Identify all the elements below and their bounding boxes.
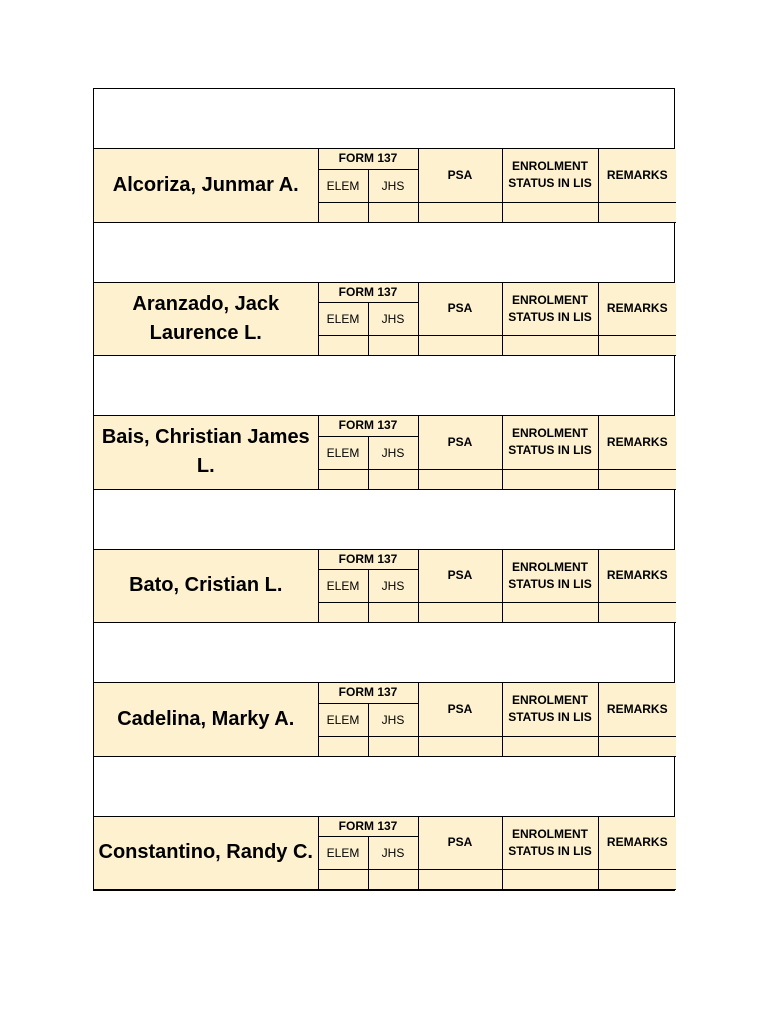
blank-row xyxy=(94,89,674,149)
elem-header: ELEM xyxy=(318,303,368,336)
blank-row xyxy=(94,623,674,683)
jhs-cell[interactable] xyxy=(368,469,418,489)
enrolment-status-header: ENROLMENT STATUS IN LIS xyxy=(502,683,598,736)
jhs-header: JHS xyxy=(368,436,418,469)
elem-cell[interactable] xyxy=(318,603,368,623)
enrolment-status-cell[interactable] xyxy=(502,870,598,890)
form137-header: FORM 137 xyxy=(318,416,418,436)
psa-header: PSA xyxy=(418,683,502,736)
remarks-header: REMARKS xyxy=(598,817,676,870)
blank-row xyxy=(94,757,674,817)
blank-row xyxy=(94,223,674,283)
jhs-cell[interactable] xyxy=(368,336,418,356)
form137-header: FORM 137 xyxy=(318,683,418,703)
remarks-cell[interactable] xyxy=(598,469,676,489)
enrolment-status-header: ENROLMENT STATUS IN LIS xyxy=(502,550,598,603)
student-block xyxy=(94,416,676,490)
student-block xyxy=(94,817,676,891)
remarks-header: REMARKS xyxy=(598,550,676,603)
student-name: Cadelina, Marky A. xyxy=(94,683,318,756)
remarks-cell[interactable] xyxy=(598,202,676,222)
psa-header: PSA xyxy=(418,416,502,469)
remarks-cell[interactable] xyxy=(598,736,676,756)
elem-header: ELEM xyxy=(318,703,368,736)
elem-header: ELEM xyxy=(318,837,368,870)
elem-header: ELEM xyxy=(318,570,368,603)
psa-cell[interactable] xyxy=(418,336,502,356)
jhs-header: JHS xyxy=(368,703,418,736)
psa-cell[interactable] xyxy=(418,736,502,756)
jhs-header: JHS xyxy=(368,303,418,336)
blank-row xyxy=(94,356,674,416)
jhs-cell[interactable] xyxy=(368,202,418,222)
student-block xyxy=(94,283,676,357)
form137-header: FORM 137 xyxy=(318,550,418,570)
enrolment-status-header: ENROLMENT STATUS IN LIS xyxy=(502,283,598,336)
jhs-cell[interactable] xyxy=(368,870,418,890)
psa-header: PSA xyxy=(418,817,502,870)
student-name: Aranzado, Jack Laurence L. xyxy=(94,283,318,356)
jhs-cell[interactable] xyxy=(368,603,418,623)
elem-header: ELEM xyxy=(318,169,368,202)
enrolment-status-cell[interactable] xyxy=(502,336,598,356)
student-requirements-sheet xyxy=(93,88,675,891)
elem-cell[interactable] xyxy=(318,336,368,356)
remarks-header: REMARKS xyxy=(598,683,676,736)
student-block xyxy=(94,550,676,624)
blank-row xyxy=(94,490,674,550)
enrolment-status-cell[interactable] xyxy=(502,202,598,222)
jhs-header: JHS xyxy=(368,570,418,603)
remarks-header: REMARKS xyxy=(598,283,676,336)
psa-cell[interactable] xyxy=(418,469,502,489)
elem-cell[interactable] xyxy=(318,202,368,222)
elem-cell[interactable] xyxy=(318,469,368,489)
elem-header: ELEM xyxy=(318,436,368,469)
form137-header: FORM 137 xyxy=(318,149,418,169)
remarks-header: REMARKS xyxy=(598,416,676,469)
student-name: Bais, Christian James L. xyxy=(94,416,318,489)
student-block xyxy=(94,149,676,223)
form137-header: FORM 137 xyxy=(318,817,418,837)
student-name: Constantino, Randy C. xyxy=(94,817,318,890)
remarks-cell[interactable] xyxy=(598,603,676,623)
psa-header: PSA xyxy=(418,550,502,603)
psa-cell[interactable] xyxy=(418,202,502,222)
enrolment-status-header: ENROLMENT STATUS IN LIS xyxy=(502,817,598,870)
student-name: Bato, Cristian L. xyxy=(94,550,318,623)
student-block xyxy=(94,683,676,757)
jhs-header: JHS xyxy=(368,169,418,202)
enrolment-status-cell[interactable] xyxy=(502,736,598,756)
remarks-header: REMARKS xyxy=(598,149,676,202)
elem-cell[interactable] xyxy=(318,736,368,756)
jhs-header: JHS xyxy=(368,837,418,870)
remarks-cell[interactable] xyxy=(598,336,676,356)
remarks-cell[interactable] xyxy=(598,870,676,890)
elem-cell[interactable] xyxy=(318,870,368,890)
form137-header: FORM 137 xyxy=(318,283,418,303)
enrolment-status-cell[interactable] xyxy=(502,603,598,623)
enrolment-status-cell[interactable] xyxy=(502,469,598,489)
psa-cell[interactable] xyxy=(418,603,502,623)
psa-header: PSA xyxy=(418,283,502,336)
psa-header: PSA xyxy=(418,149,502,202)
student-name: Alcoriza, Junmar A. xyxy=(94,149,318,222)
psa-cell[interactable] xyxy=(418,870,502,890)
enrolment-status-header: ENROLMENT STATUS IN LIS xyxy=(502,149,598,202)
enrolment-status-header: ENROLMENT STATUS IN LIS xyxy=(502,416,598,469)
jhs-cell[interactable] xyxy=(368,736,418,756)
